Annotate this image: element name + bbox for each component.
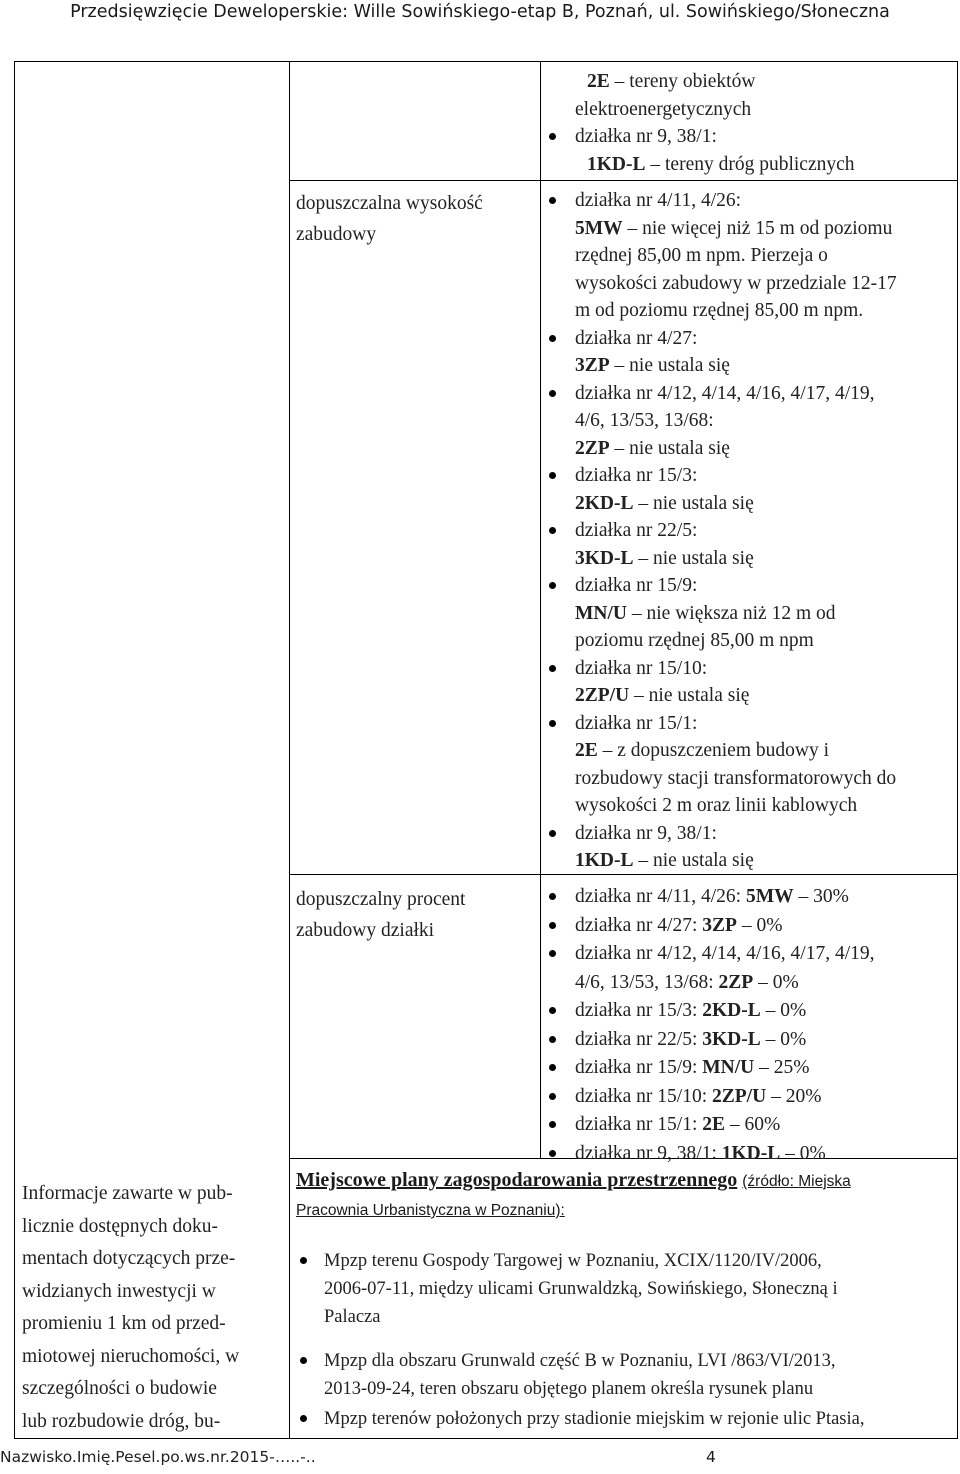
list-item-text: wysokości 2 m oraz linii kablowych (575, 795, 858, 816)
zone-code: 2KD-L (702, 1000, 761, 1021)
list-item (545, 710, 957, 738)
zone-code: 2E (575, 740, 598, 761)
list-item (545, 682, 957, 710)
plan-item-text (324, 1347, 952, 1403)
list-item (545, 215, 957, 243)
zone-code: 2ZP/U (575, 685, 630, 706)
list-item-text: działka nr 15/9: MN/U – 25% (575, 1057, 810, 1078)
list-item-text: 5MW – nie więcej niż 15 m od poziomu (575, 217, 893, 239)
info-line: szczególności o budowie (22, 1378, 217, 1399)
list-item (545, 325, 957, 353)
zone-code: 1KD-L (575, 850, 634, 871)
list-item (545, 151, 955, 179)
list-item (545, 380, 957, 408)
list-item-text: 2E – tereny obiektów (587, 71, 756, 92)
zone-code: 3KD-L (575, 547, 634, 569)
bullet-icon (300, 1357, 307, 1364)
list-item-text: poziomu rzędnej 85,00 m npm (575, 630, 814, 651)
list-item (545, 1140, 957, 1169)
list-item-text: działka nr 15/9: (575, 575, 698, 596)
list-item (545, 352, 957, 380)
list-item-text: działka nr 4/27: (575, 327, 698, 349)
height-label-line-2: zabudowy (296, 224, 377, 245)
list-item (545, 737, 957, 765)
column-divider-1 (289, 62, 290, 1438)
list-item-text: działka nr 9, 38/1: (575, 126, 717, 147)
list-item-text: wysokości zabudowy w przedziale 12-17 (575, 272, 897, 294)
list-item (545, 627, 957, 655)
info-line: mentach dotyczących prze- (22, 1248, 236, 1269)
list-item (545, 297, 957, 325)
zone-code: 1KD-L (587, 153, 646, 175)
list-item-text: działka nr 9, 38/1: (575, 822, 717, 844)
list-item-text: działka nr 15/1: (575, 712, 698, 734)
height-label-line-1: dopuszczalna wysokość (296, 193, 483, 214)
plans-source-a: (źródło: Miejska (742, 1173, 851, 1190)
list-item-text: działka nr 15/3: (575, 465, 698, 486)
zone-code: 2ZP/U (712, 1085, 767, 1107)
height-label (296, 188, 526, 250)
list-item (545, 997, 957, 1026)
info-line: licznie dostępnych doku- (22, 1215, 219, 1237)
list-item (545, 96, 955, 124)
bullet-icon (300, 1257, 307, 1264)
list-item-text: MN/U – nie większa niż 12 m od (575, 602, 836, 624)
list-item (545, 792, 957, 820)
list-item-text: działka nr 22/5: (575, 520, 698, 541)
list-item-text: działka nr 15/10: 2ZP/U – 20% (575, 1085, 822, 1107)
footer-text: Nazwisko.Imię.Pesel.po.ws.nr.2015-…..-.. (0, 1448, 316, 1466)
list-item (545, 883, 957, 912)
info-text (22, 1178, 272, 1438)
list-item-text: działka nr 4/12, 4/14, 4/16, 4/17, 4/19, (575, 943, 875, 964)
zone-code: 2ZP (575, 437, 610, 459)
list-item (545, 517, 957, 545)
zone-code: 3KD-L (702, 1028, 761, 1050)
info-line: promieniu 1 km od przed- (22, 1313, 226, 1334)
list-item-text: 3ZP – nie ustala się (575, 355, 730, 376)
list-item (545, 600, 957, 628)
list-item (545, 123, 955, 151)
zone-code: 2ZP (718, 971, 754, 993)
page-number: 4 (706, 1448, 716, 1466)
list-item (545, 1026, 957, 1055)
plan-item-line: Palacza (324, 1307, 381, 1327)
list-item (545, 847, 957, 875)
plans-heading (296, 1167, 956, 1224)
zone-code: MN/U (575, 602, 627, 624)
list-item-text: m od poziomu rzędnej 85,00 m npm. (575, 300, 864, 321)
plan-item-line: Mpzp terenów położonych przy stadionie miejskim w rejonie ulic Ptasia, (324, 1409, 865, 1429)
list-item-text: 2KD-L – nie ustala się (575, 492, 754, 514)
list-item-text: działka nr 4/27: 3ZP – 0% (575, 914, 783, 936)
zone-code: 3ZP (575, 355, 610, 376)
list-item-text: działka nr 9, 38/1: 1KD-L – 0% (575, 1142, 826, 1164)
list-item (545, 1083, 957, 1112)
list-item-text: 1KD-L – tereny dróg publicznych (587, 153, 855, 175)
info-line: widzianych inwestycji w (22, 1280, 216, 1302)
zone-code: 2E (587, 71, 610, 92)
list-item-text: 2E – z dopuszczeniem budowy i (575, 740, 829, 761)
list-item (545, 187, 957, 215)
list-item-text: rozbudowy stacji transformatorowych do (575, 767, 897, 789)
list-item (545, 1111, 957, 1140)
plan-item-line: Mpzp terenu Gospody Targowej w Poznaniu, XCIX/1120/IV/2006, (324, 1251, 822, 1271)
list-item-text: działka nr 4/11, 4/26: 5MW – 30% (575, 886, 849, 907)
list-item (545, 242, 957, 270)
list-item-text: 1KD-L – nie ustala się (575, 850, 754, 871)
info-line: lub rozbudowie dróg, bu- (22, 1410, 221, 1432)
list-item (545, 68, 955, 96)
list-item (545, 820, 957, 848)
plan-item-text (324, 1247, 952, 1331)
list-item (545, 545, 957, 573)
zone-code: 3ZP (702, 914, 737, 936)
percent-label (296, 884, 526, 946)
plan-item-line: 2013-09-24, teren obszaru objętego planem określa rysunek planu (324, 1379, 814, 1399)
page-header: Przedsięwzięcie Deweloperskie: Wille Sowińskiego-etap B, Poznań, ul. Sowińskiego/Słoneczna (70, 2, 890, 22)
percent-label-line-1: dopuszczalny procent (296, 889, 466, 910)
info-line: miotowej nieruchomości, w (22, 1345, 240, 1367)
list-item-text: działka nr 15/1: 2E – 60% (575, 1114, 781, 1135)
list-item (545, 1054, 957, 1083)
list-item-text: 2ZP/U – nie ustala się (575, 685, 750, 706)
list-item-text: 4/6, 13/53, 13/68: (575, 410, 714, 431)
list-item (545, 912, 957, 941)
plan-item-text (324, 1405, 952, 1433)
list-item (545, 765, 957, 793)
list-item (545, 270, 957, 298)
percent-label-line-2: zabudowy działki (296, 920, 435, 941)
plans-heading-title: Miejscowe plany zagospodarowania przestrzennego (296, 1169, 738, 1191)
plans-source-b: Pracownia Urbanistyczna w Poznaniu): (296, 1202, 565, 1219)
plan-item-line: 2006-07-11, między ulicami Grunwaldzką, Sowińskiego, Słoneczną i (324, 1279, 838, 1299)
list-item-text: działka nr 15/3: 2KD-L – 0% (575, 1000, 807, 1021)
list-item (545, 655, 957, 683)
row-divider-1 (289, 180, 957, 181)
list-item (545, 969, 957, 998)
top-continued-list (545, 68, 955, 178)
list-item (545, 435, 957, 463)
column-divider-2 (540, 62, 541, 1158)
zone-code: 1KD-L (721, 1142, 781, 1164)
zone-code: 2E (702, 1114, 726, 1135)
list-item-text: rzędnej 85,00 m npm. Pierzeja o (575, 245, 828, 266)
list-item-text: działka nr 4/12, 4/14, 4/16, 4/17, 4/19, (575, 382, 875, 404)
list-item (545, 490, 957, 518)
info-line: Informacje zawarte w pub- (22, 1183, 233, 1204)
plan-item-line: Mpzp dla obszaru Grunwald część B w Poznaniu, LVI /863/VI/2013, (324, 1351, 836, 1371)
percent-list (545, 883, 957, 1168)
list-item (545, 940, 957, 969)
list-item-text: elektroenergetycznych (575, 98, 752, 120)
list-item-text: 4/6, 13/53, 13/68: 2ZP – 0% (575, 971, 799, 993)
list-item (545, 407, 957, 435)
zone-code: 2KD-L (575, 492, 634, 514)
zone-code: 5MW (575, 217, 623, 239)
bullet-icon (300, 1415, 307, 1422)
zone-code: 5MW (745, 886, 794, 907)
height-list (545, 187, 957, 875)
list-item-text: działka nr 15/10: (575, 657, 708, 679)
list-item (545, 572, 957, 600)
list-item-text: działka nr 22/5: 3KD-L – 0% (575, 1028, 807, 1050)
list-item-text: 3KD-L – nie ustala się (575, 547, 754, 569)
zone-code: MN/U (702, 1057, 755, 1078)
list-item-text: działka nr 4/11, 4/26: (575, 190, 742, 211)
list-item (545, 462, 957, 490)
list-item-text: 2ZP – nie ustala się (575, 437, 730, 459)
